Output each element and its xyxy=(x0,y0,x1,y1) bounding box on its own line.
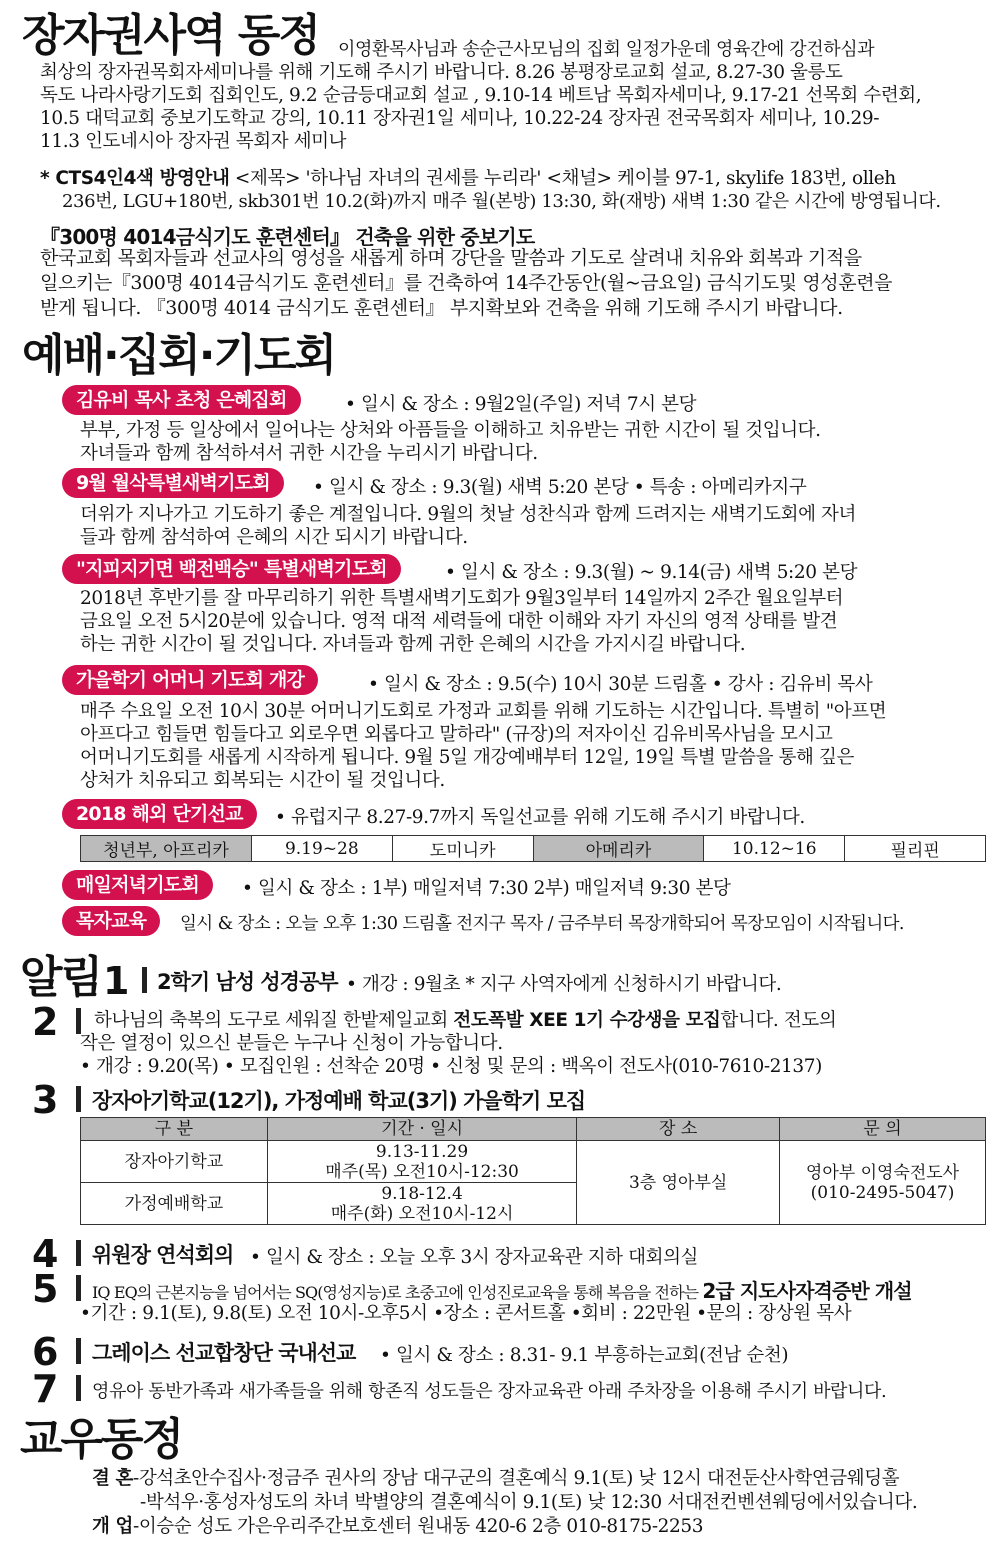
notice-divider xyxy=(76,1375,81,1401)
notice-text xyxy=(94,1009,836,1032)
ministry-intro-line: 11.3 인도네시아 장자권 목회자 세미나 xyxy=(40,131,347,152)
notice-divider xyxy=(76,1275,81,1301)
event-info: • 일시 & 장소 : 9.5(수) 10시 30분 드림홀 • 강사 : 김유비 목사 xyxy=(368,674,873,695)
school-recruit-table xyxy=(80,1117,986,1225)
event-info: • 유럽지구 8.27-9.7까지 독일선교를 위해 기도해 주시기 바랍니다. xyxy=(275,807,805,828)
marriage-label: 결 혼 xyxy=(92,1468,133,1489)
ministry-intro-first: 이영환목사님과 송순근사모님의 집회 일정가운데 영육간에 강건하심과 xyxy=(338,39,875,60)
school-dates: 9.18-12.4 xyxy=(381,1183,463,1204)
opening-news xyxy=(92,1515,703,1538)
notice-title: 2학기 남성 성경공부 xyxy=(157,970,338,994)
event-desc-line: 어머니기도회를 새롭게 시작하게 됩니다. 9월 5일 개강예배부터 12일, 19일 특별 말씀을 통해 깊은 xyxy=(80,747,854,768)
table-header: 구 분 xyxy=(81,1118,268,1141)
notice-text xyxy=(92,1275,912,1304)
notice-title: 그레이스 선교합창단 국내선교 xyxy=(92,1341,356,1365)
event-pill-shepherd-education: 목자교육 xyxy=(62,906,160,936)
table-row xyxy=(81,1141,986,1183)
event-desc-line: 자녀들과 함께 참석하셔서 귀한 시간을 누리시기 바랍니다. xyxy=(80,443,538,464)
notice-text-part: 하나님의 축복의 도구로 세워질 한밭제일교회 xyxy=(94,1010,454,1031)
center-body-line: 한국교회 목회자들과 선교사의 영성을 새롭게 하며 강단을 말씀과 기도로 살려내 치유와 회복과 기적을 xyxy=(40,247,862,269)
notice-number: 7 xyxy=(32,1367,59,1411)
contact-name: 영아부 이영숙전도사 xyxy=(805,1162,960,1183)
mission-schedule-table xyxy=(80,835,986,862)
cts-detail-2: 236번, LGU+180번, skb301번 10.2(화)까지 매주 월(본방) 13:30, 화(재방) 새벽 1:30 같은 시간에 방영됩니다. xyxy=(62,191,941,212)
school-name: 장자아기학교 xyxy=(81,1141,268,1183)
notice-title: 장자아기학교(12기), 가정예배 학교(3기) 가을학기 모집 xyxy=(92,1089,586,1113)
notice-text-part: IQ EQ의 근본지능을 넘어서는 SQ(영성지능)로 초중고에 인성진로교육을 통해 복음을 전하는 xyxy=(92,1283,703,1302)
table-header-row xyxy=(81,1118,986,1141)
school-name: 가정예배학교 xyxy=(81,1183,268,1225)
notice-divider xyxy=(142,967,147,993)
event-desc-line: 상처가 치유되고 회복되는 시간이 될 것입니다. xyxy=(80,770,445,791)
event-info: • 일시 & 장소 : 9월2일(주일) 저녁 7시 본당 xyxy=(345,394,697,415)
event-info: 일시 & 장소 : 오늘 오후 1:30 드림홀 전지구 목자 / 금주부터 목장개학되어 목장모임이 시작됩니다. xyxy=(180,914,904,934)
notice-text-part: 합니다. 전도의 xyxy=(720,1010,837,1031)
school-place: 3층 영아부실 xyxy=(577,1141,780,1225)
mission-cell: 청년부, 아프리카 xyxy=(81,836,252,862)
section-title-notices: 알림 xyxy=(20,952,102,1003)
ministry-intro-line: 독도 나라사랑기도회 집회인도, 9.2 순금등대교회 설교 , 9.10-14 베트남 목회자세미나, 9.17-21 선목회 수련회, xyxy=(40,85,922,106)
event-desc-line: 아프다고 힘들면 힘들다고 외로우면 외롭다고 말하라" (규장)의 저자이신 김유비목사님을 모시고 xyxy=(80,724,833,745)
notice-number: 1 xyxy=(103,959,130,1003)
mission-cell: 9.19~28 xyxy=(251,836,392,862)
table-header: 기간 · 일시 xyxy=(267,1118,576,1141)
notice-divider xyxy=(76,1240,81,1266)
notice-text: 작은 열정이 있으신 분들은 누구나 신청이 가능합니다. xyxy=(80,1033,503,1054)
notice-number: 5 xyxy=(32,1267,59,1311)
event-pill-overseas-mission: 2018 해외 단기선교 xyxy=(62,799,257,829)
event-desc-line: 부부, 가정 등 일상에서 일어나는 상처와 아픔들을 이해하고 치유받는 귀한 시간이 될 것입니다. xyxy=(80,420,821,441)
table-header: 장 소 xyxy=(577,1118,780,1141)
ministry-intro-line: 10.5 대덕교회 중보기도학교 강의, 10.11 장자권1일 세미나, 10.22-24 장자권 전국목회자 세미나, 10.29- xyxy=(40,108,880,129)
marriage-line: -강석초안수집사·정금주 권사의 장남 대구군의 결혼예식 9.1(토) 낮 12시 대전둔산사학연금웨딩홀 xyxy=(132,1468,900,1489)
notice-divider xyxy=(76,1338,81,1364)
event-pill-monthly-dawn: 9월 월삭특별새벽기도회 xyxy=(62,468,284,498)
event-pill-mothers-prayer: 가을학기 어머니 기도회 개강 xyxy=(62,665,318,695)
school-period xyxy=(267,1183,576,1225)
ministry-intro xyxy=(40,61,990,153)
table-row xyxy=(81,836,986,862)
school-contact xyxy=(780,1141,986,1225)
event-desc-line: 금요일 오전 5시20분에 있습니다. 영적 대적 세력들에 대한 이해와 자기 자신의 영적 상태를 발견 xyxy=(80,611,838,632)
notice-highlight: 2급 지도사자격증반 개설 xyxy=(702,1279,912,1303)
section-title-worship: 예배·집회·기도회 xyxy=(22,330,335,381)
notice-number: 3 xyxy=(32,1078,59,1122)
notice-divider xyxy=(76,1086,81,1112)
marriage-news xyxy=(92,1467,899,1490)
cts-detail: <제목> '하나님 자녀의 권세를 누리라' <채널> 케이블 97-1, skylife 183번, olleh xyxy=(229,168,896,189)
event-desc xyxy=(80,503,856,549)
section-title-member-news: 교우동정 xyxy=(20,1414,183,1465)
notice-text: 영유아 동반가족과 새가족들을 위해 항존직 성도들은 장자교육관 아래 주차장을 이용해 주시기 바랍니다. xyxy=(92,1381,887,1402)
notice-info: • 개강 : 9.20(목) • 모집인원 : 선착순 20명 • 신청 및 문의 : 백옥이 전도사(010-7610-2137) xyxy=(80,1056,822,1077)
notice-info: • 개강 : 9월초 * 지구 사역자에게 신청하시기 바랍니다. xyxy=(346,974,782,995)
mission-cell: 아메리카 xyxy=(533,836,704,862)
event-info: • 일시 & 장소 : 9.3(월) 새벽 5:20 본당 • 특송 : 아메리카지구 xyxy=(313,477,807,498)
event-info: • 일시 & 장소 : 9.3(월) ~ 9.14(금) 새벽 5:20 본당 xyxy=(445,562,858,583)
notice-number: 6 xyxy=(32,1330,59,1374)
mission-cell: 필리핀 xyxy=(845,836,986,862)
center-body xyxy=(40,246,990,321)
notice-number: 2 xyxy=(32,1000,59,1044)
event-desc-line: 매주 수요일 오전 10시 30분 어머니기도회로 가정과 교회를 위해 기도하는 시간입니다. 특별히 "아프면 xyxy=(80,701,887,722)
notice-info: •기간 : 9.1(토), 9.8(토) 오전 10시-오후5시 •장소 : 콘서트홀 •회비 : 22만원 •문의 : 장상원 목사 xyxy=(80,1303,852,1324)
ministry-intro-line: 최상의 장자권목회자세미나를 위해 기도해 주시기 바랍니다. 8.26 봉평장로교회 설교, 8.27-30 울릉도 xyxy=(40,62,843,83)
event-desc xyxy=(80,700,886,792)
notice-info: • 일시 & 장소 : 8.31- 9.1 부흥하는교회(전남 순천) xyxy=(380,1345,789,1366)
cts-notice xyxy=(40,167,896,190)
school-period xyxy=(267,1141,576,1183)
opening-line: -이승순 성도 가은우리주간보호센터 원내동 420-6 2층 010-8175-2253 xyxy=(132,1516,704,1537)
mission-cell: 도미니카 xyxy=(392,836,533,862)
opening-label: 개 업 xyxy=(92,1516,133,1537)
table-header: 문 의 xyxy=(780,1118,986,1141)
event-desc-line: 하는 귀한 시간이 될 것입니다. 자녀들과 함께 귀한 은혜의 시간을 가지시길 바랍니다. xyxy=(80,634,746,655)
event-pill-special-dawn: "지피지기면 백전백승" 특별새벽기도회 xyxy=(62,554,401,584)
notice-info: • 일시 & 장소 : 오늘 오후 3시 장자교육관 지하 대회의실 xyxy=(250,1247,699,1268)
event-desc xyxy=(80,419,821,465)
school-dates: 9.13-11.29 xyxy=(375,1141,469,1162)
event-pill-evening-prayer: 매일저녁기도회 xyxy=(62,870,213,900)
event-desc-line: 들과 함께 참석하여 은혜의 시간 되시기 바랍니다. xyxy=(80,527,468,548)
section-title-ministry-news: 장자권사역 동정 xyxy=(22,10,319,61)
center-body-line: 받게 됩니다. 『300명 4014 금식기도 훈련센터』 부지확보와 건축을 위해 기도해 주시기 바랍니다. xyxy=(40,297,843,319)
contact-phone: (010-2495-5047) xyxy=(810,1182,955,1203)
notice-divider xyxy=(76,1008,81,1034)
school-time: 매주(화) 오전10시-12시 xyxy=(330,1203,514,1224)
event-desc-line: 더위가 지나가고 기도하기 좋은 계절입니다. 9월의 첫날 성찬식과 함께 드려지는 새벽기도회에 자녀 xyxy=(80,504,856,525)
event-desc xyxy=(80,587,843,656)
school-time: 매주(목) 오전10시-12:30 xyxy=(325,1161,519,1182)
cts-label: * CTS4인4색 방영안내 xyxy=(40,168,230,189)
mission-cell: 10.12~16 xyxy=(704,836,845,862)
marriage-line-2: -박석우·홍성자성도의 차녀 박별양의 결혼예식이 9.1(토) 낮 12:30 서대전컨벤션웨딩에서있습니다. xyxy=(140,1492,918,1513)
notice-title: 위원장 연석회의 xyxy=(92,1243,234,1267)
event-pill-grace-revival: 김유비 목사 초청 은혜집회 xyxy=(62,385,301,415)
center-body-line: 일으키는『300명 4014금식기도 훈련센터』를 건축하여 14주간동안(월~금요일) 금식기도및 영성훈련을 xyxy=(40,272,893,294)
notice-highlight: 전도폭발 XEE 1기 수강생을 모집 xyxy=(453,1010,721,1031)
center-title: 『300명 4014금식기도 훈련센터』 건축을 위한 중보기도 xyxy=(40,225,535,249)
notice-number: 4 xyxy=(32,1232,59,1276)
event-info: • 일시 & 장소 : 1부) 매일저녁 7:30 2부) 매일저녁 9:30 본당 xyxy=(242,878,731,899)
event-desc-line: 2018년 후반기를 잘 마무리하기 위한 특별새벽기도회가 9월3일부터 14일까지 2주간 월요일부터 xyxy=(80,588,844,609)
